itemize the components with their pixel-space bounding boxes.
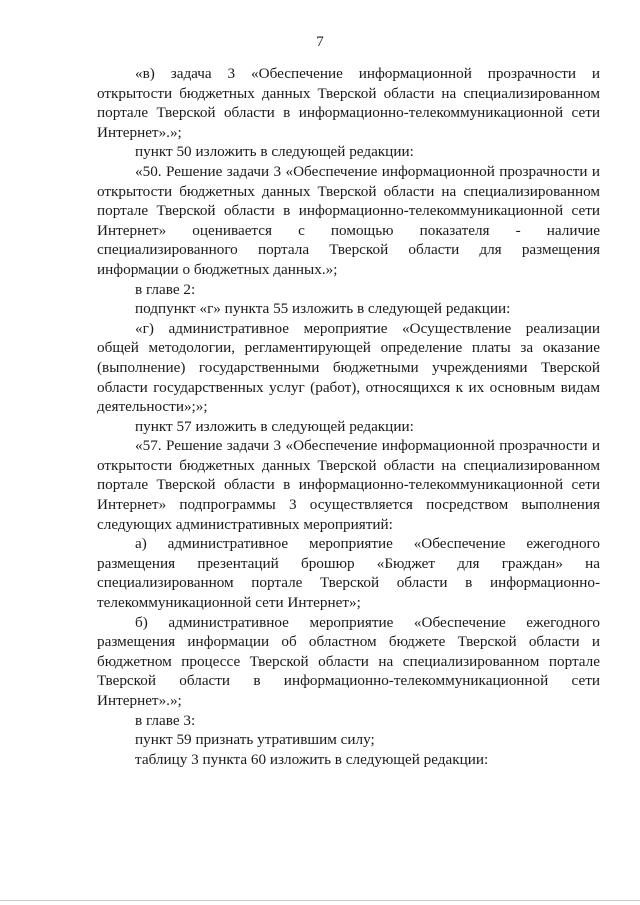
paragraph-measure-b: б) административное мероприятие «Обеспечение ежегодного размещения информации об областном бюджете Тверской области и бюджетном процессе Тверской области на специализированном портале Тверской области в информационно-телекоммуникационной сети Интернет».»; (97, 613, 600, 709)
document-body (97, 64, 600, 769)
paragraph-item-57-intro: пункт 57 изложить в следующей редакции: (135, 417, 414, 435)
paragraph-item-50-text: «50. Решение задачи 3 «Обеспечение информационной прозрачности и открытости бюджетных данных Тверской области на специализированном портале Тверской области в информационно-телекоммуникационной сети Интернет» оценивается с помощью показателя - наличие специализированного портала Тверской области для размещения информации о бюджетных данных.»; (97, 162, 600, 278)
paragraph-item-57-text: «57. Решение задачи 3 «Обеспечение информационной прозрачности и открытости бюджетных данных Тверской области на специализированном портале Тверской области в информационно-телекоммуникационной сети Интернет» подпрограммы 3 осуществляется посредством выполнения следующих административных мероприятий: (97, 437, 600, 533)
scan-bottom-edge (0, 900, 640, 901)
paragraph-subitem-g-55-intro: подпункт «г» пункта 55 изложить в следующей редакции: (135, 300, 511, 318)
paragraph-subitem-g-55-text: «г) административное мероприятие «Осуществление реализации общей методологии, регламентирующей определение платы за оказание (выполнение) государственными бюджетными учреждениями Тверской области государственных услуг (работ), относящихся к их основным видам деятельности»;»; (97, 319, 600, 416)
paragraph-item-59: пункт 59 признать утратившим силу; (135, 731, 375, 749)
paragraph-chapter-2: в главе 2: (135, 280, 196, 298)
paragraph-chapter-3: в главе 3: (135, 711, 196, 729)
paragraph-measure-a: а) административное мероприятие «Обеспечение ежегодного размещения презентаций брошюр «Бюджет для граждан» на специализированном портале Тверской области в информационно-телекоммуникационной сети Интернет»; (97, 535, 600, 612)
page-number: 7 (316, 34, 324, 50)
paragraph-item-50-intro: пункт 50 изложить в следующей редакции: (135, 143, 414, 161)
paragraph-task-3-heading: «в) задача 3 «Обеспечение информационной прозрачности и открытости бюджетных данных Тверской области на специализированном портале Тверской области в информационно-телекоммуникационной сети Интернет».»; (97, 65, 600, 141)
paragraph-table-3-intro: таблицу 3 пункта 60 изложить в следующей редакции: (135, 750, 489, 768)
